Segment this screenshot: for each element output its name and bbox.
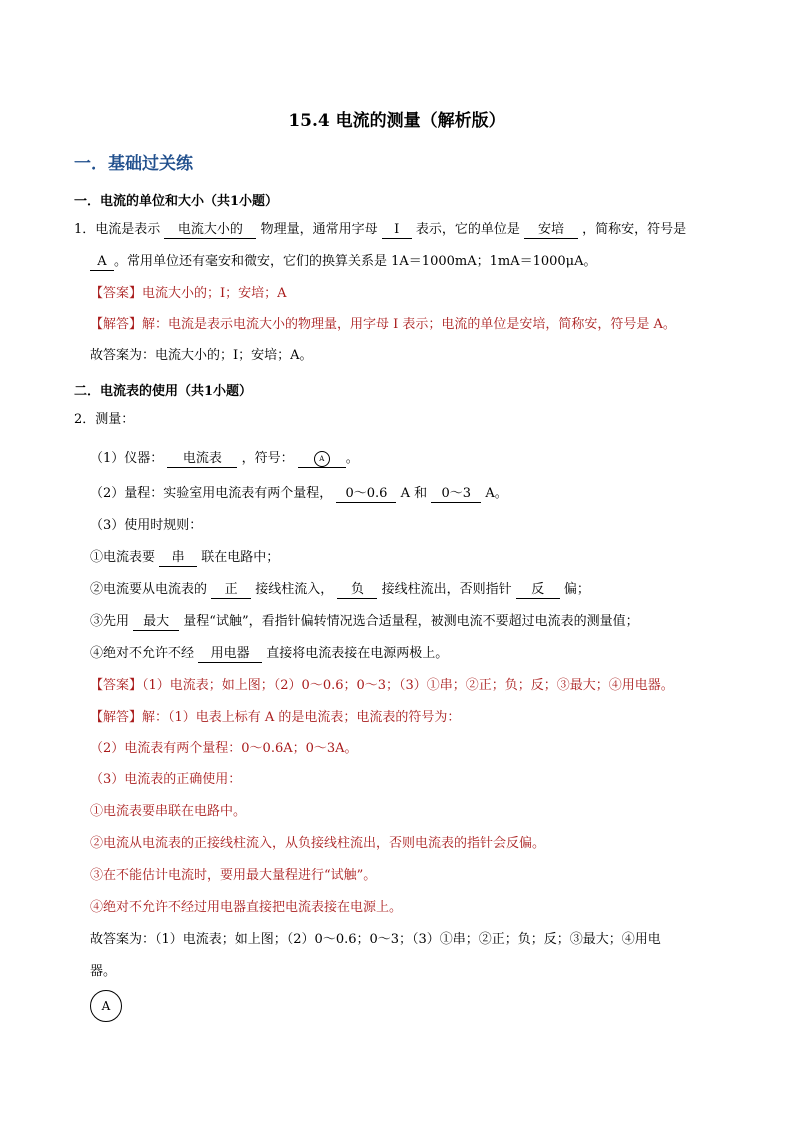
blank-2: I [382,222,412,239]
blank-10: 正 [211,582,251,599]
q2-analysis-2: （2）电流表有两个量程：0～0.6A；0～3A。 [90,741,358,756]
blank-14: 用电器 [198,646,262,663]
page-title: 15.4 电流的测量（解析版） [288,111,506,131]
ammeter-figure-icon: A [90,990,122,1022]
q1-line-2: A 。常用单位还有毫安和微安，它们的换算关系是 1A＝1000mA；1mA＝1000μA。 [90,253,597,271]
blank-1: 电流大小的 [164,222,256,239]
q2-line-1: （1）仪器： 电流表 ，符号： A 。 [90,451,359,466]
blank-8: 0～3 [431,486,481,503]
q2-rule-3: ③先用 最大 量程“试触”，看指针偏转情况选合适量程，被测电流不要超过电流表的测量值； [90,614,639,629]
blank-4: A [90,254,114,271]
q1-line-1: 1．电流是表示 电流大小的 物理量，通常用字母 I 表示，它的单位是 安培 ，简称安，符号是 [74,222,687,237]
q2-analysis-1: 【解答】解：（1）电表上标有 A 的是电流表；电流表的符号为： [90,710,461,725]
q2-answer: 【答案】（1）电流表；如上图；（2）0～0.6；0～3；（3）①串；②正；负；反；③最大；④用电器。 [90,678,674,693]
ammeter-symbol-icon: A [314,451,330,467]
q2-rule-2: ②电流要从电流表的 正 接线柱流入， 负 接线柱流出，否则指针 反 偏； [90,582,590,597]
q2-analysis-6: ③在不能估计电流时，要用最大量程进行“试触”。 [90,868,377,883]
blank-13: 最大 [133,614,179,631]
q2-analysis-3: （3）电流表的正确使用： [90,772,242,787]
q2-rule-4: ④绝对不允许不经 用电器 直接将电流表接在电源两极上。 [90,646,449,661]
q2-conclusion-1: 故答案为：（1）电流表；如上图；（2）0～0.6；0～3；（3）①串；②正；负；反；③最大；④用电 [90,932,661,947]
blank-5: 电流表 [167,451,237,468]
q2-analysis-4: ①电流表要串联在电路中。 [90,804,247,819]
q2-line-2: （2）量程：实验室用电流表有两个量程， 0～0.6 A 和 0～3 A。 [90,486,508,501]
q1-analysis: 【解答】解：电流是表示电流大小的物理量，用字母 I 表示；电流的单位是安培，简称安，符号是 A。 [90,317,676,332]
q2-rule-1: ①电流表要 串 联在电路中； [90,550,280,565]
blank-7: 0～0.6 [336,486,396,503]
part-heading-2: 二．电流表的使用（共1小题） [74,384,253,399]
blank-11: 负 [337,582,377,599]
q2-analysis-5: ②电流从电流表的正接线柱流入，从负接线柱流出，否则电流表的指针会反偏。 [90,836,546,851]
blank-9: 串 [159,550,197,567]
q2-line-3: （3）使用时规则： [90,518,203,533]
q2-analysis-7: ④绝对不允许不经过用电器直接把电流表接在电源上。 [90,900,403,915]
blank-3: 安培 [524,222,578,239]
q1-conclusion: 故答案为：电流大小的；I；安培；A。 [90,348,313,363]
section-heading: 一．基础过关练 [74,154,193,174]
q2-conclusion-2: 器。 [90,964,117,979]
blank-12: 反 [516,582,560,599]
part-heading-1: 一．电流的单位和大小（共1小题） [74,194,279,209]
q1-answer: 【答案】电流大小的；I；安培；A [90,286,287,301]
q2-head: 2．测量： [74,412,135,427]
blank-6 [298,451,346,469]
